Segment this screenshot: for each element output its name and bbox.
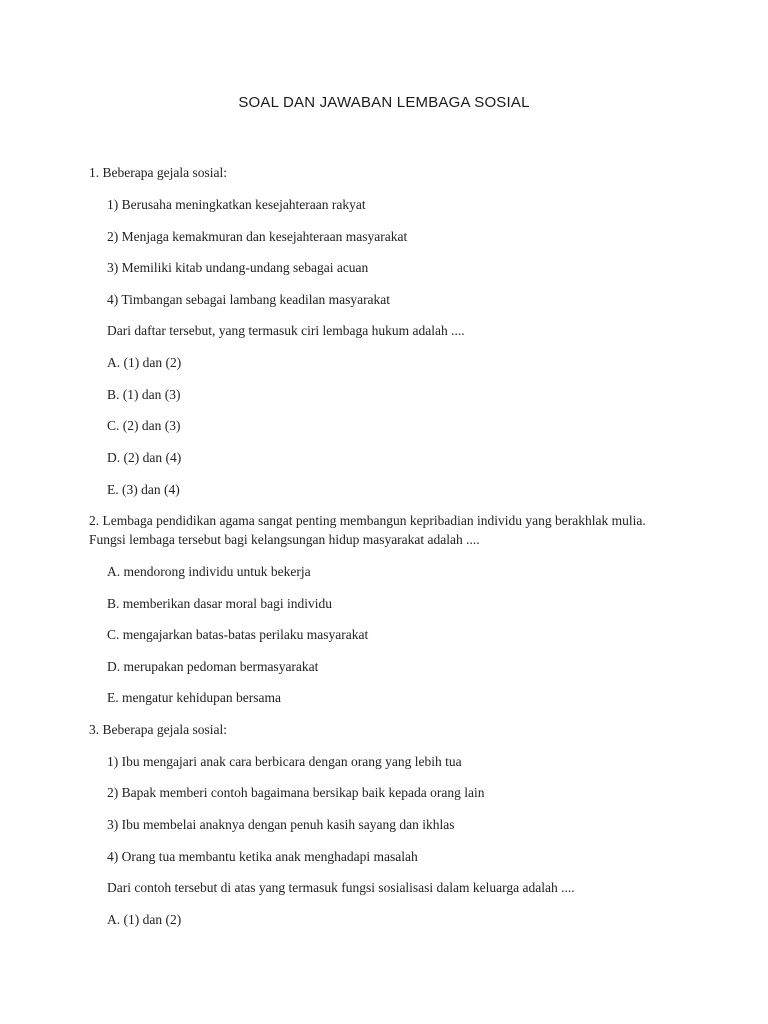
question-3-option-a: A. (1) dan (2) [107,912,182,927]
question-1-stem: 1. Beberapa gejala sosial: [89,165,227,180]
document-title: SOAL DAN JAWABAN LEMBAGA SOSIAL [238,94,530,111]
question-1-option-b: B. (1) dan (3) [107,387,181,402]
question-2-option-a: A. mendorong individu untuk bekerja [107,564,311,579]
question-1-item: 3) Memiliki kitab undang-undang sebagai acuan [107,260,369,275]
question-2-option-e: E. mengatur kehidupan bersama [107,690,281,705]
question-1-option-d: D. (2) dan (4) [107,450,182,465]
question-1-option-c: C. (2) dan (3) [107,418,181,433]
question-1-item: 1) Berusaha meningkatkan kesejahteraan rakyat [107,197,366,212]
question-1-item: 2) Menjaga kemakmuran dan kesejahteraan masyarakat [107,229,408,244]
question-2-stem-line-2: Fungsi lembaga tersebut bagi kelangsungan hidup masyarakat adalah .... [89,532,480,547]
question-1-option-a: A. (1) dan (2) [107,355,182,370]
question-2-stem-line-1: 2. Lembaga pendidikan agama sangat penting membangun kepribadian individu yang berakhlak mulia. [89,513,646,528]
question-2-option-c: C. mengajarkan batas-batas perilaku masyarakat [107,627,369,642]
question-1-option-e: E. (3) dan (4) [107,482,180,497]
question-2-option-b: B. memberikan dasar moral bagi individu [107,596,332,611]
question-1-item: 4) Timbangan sebagai lambang keadilan masyarakat [107,292,391,307]
question-2-option-d: D. merupakan pedoman bermasyarakat [107,659,319,674]
question-3-stem: 3. Beberapa gejala sosial: [89,722,227,737]
question-1-prompt: Dari daftar tersebut, yang termasuk ciri lembaga hukum adalah .... [107,323,465,338]
question-3-prompt: Dari contoh tersebut di atas yang termasuk fungsi sosialisasi dalam keluarga adalah .... [107,880,575,895]
question-3-item: 3) Ibu membelai anaknya dengan penuh kasih sayang dan ikhlas [107,817,455,832]
question-3-item: 2) Bapak memberi contoh bagaimana bersikap baik kepada orang lain [107,785,485,800]
question-3-item: 4) Orang tua membantu ketika anak menghadapi masalah [107,849,418,864]
question-3-item: 1) Ibu mengajari anak cara berbicara dengan orang yang lebih tua [107,754,462,769]
